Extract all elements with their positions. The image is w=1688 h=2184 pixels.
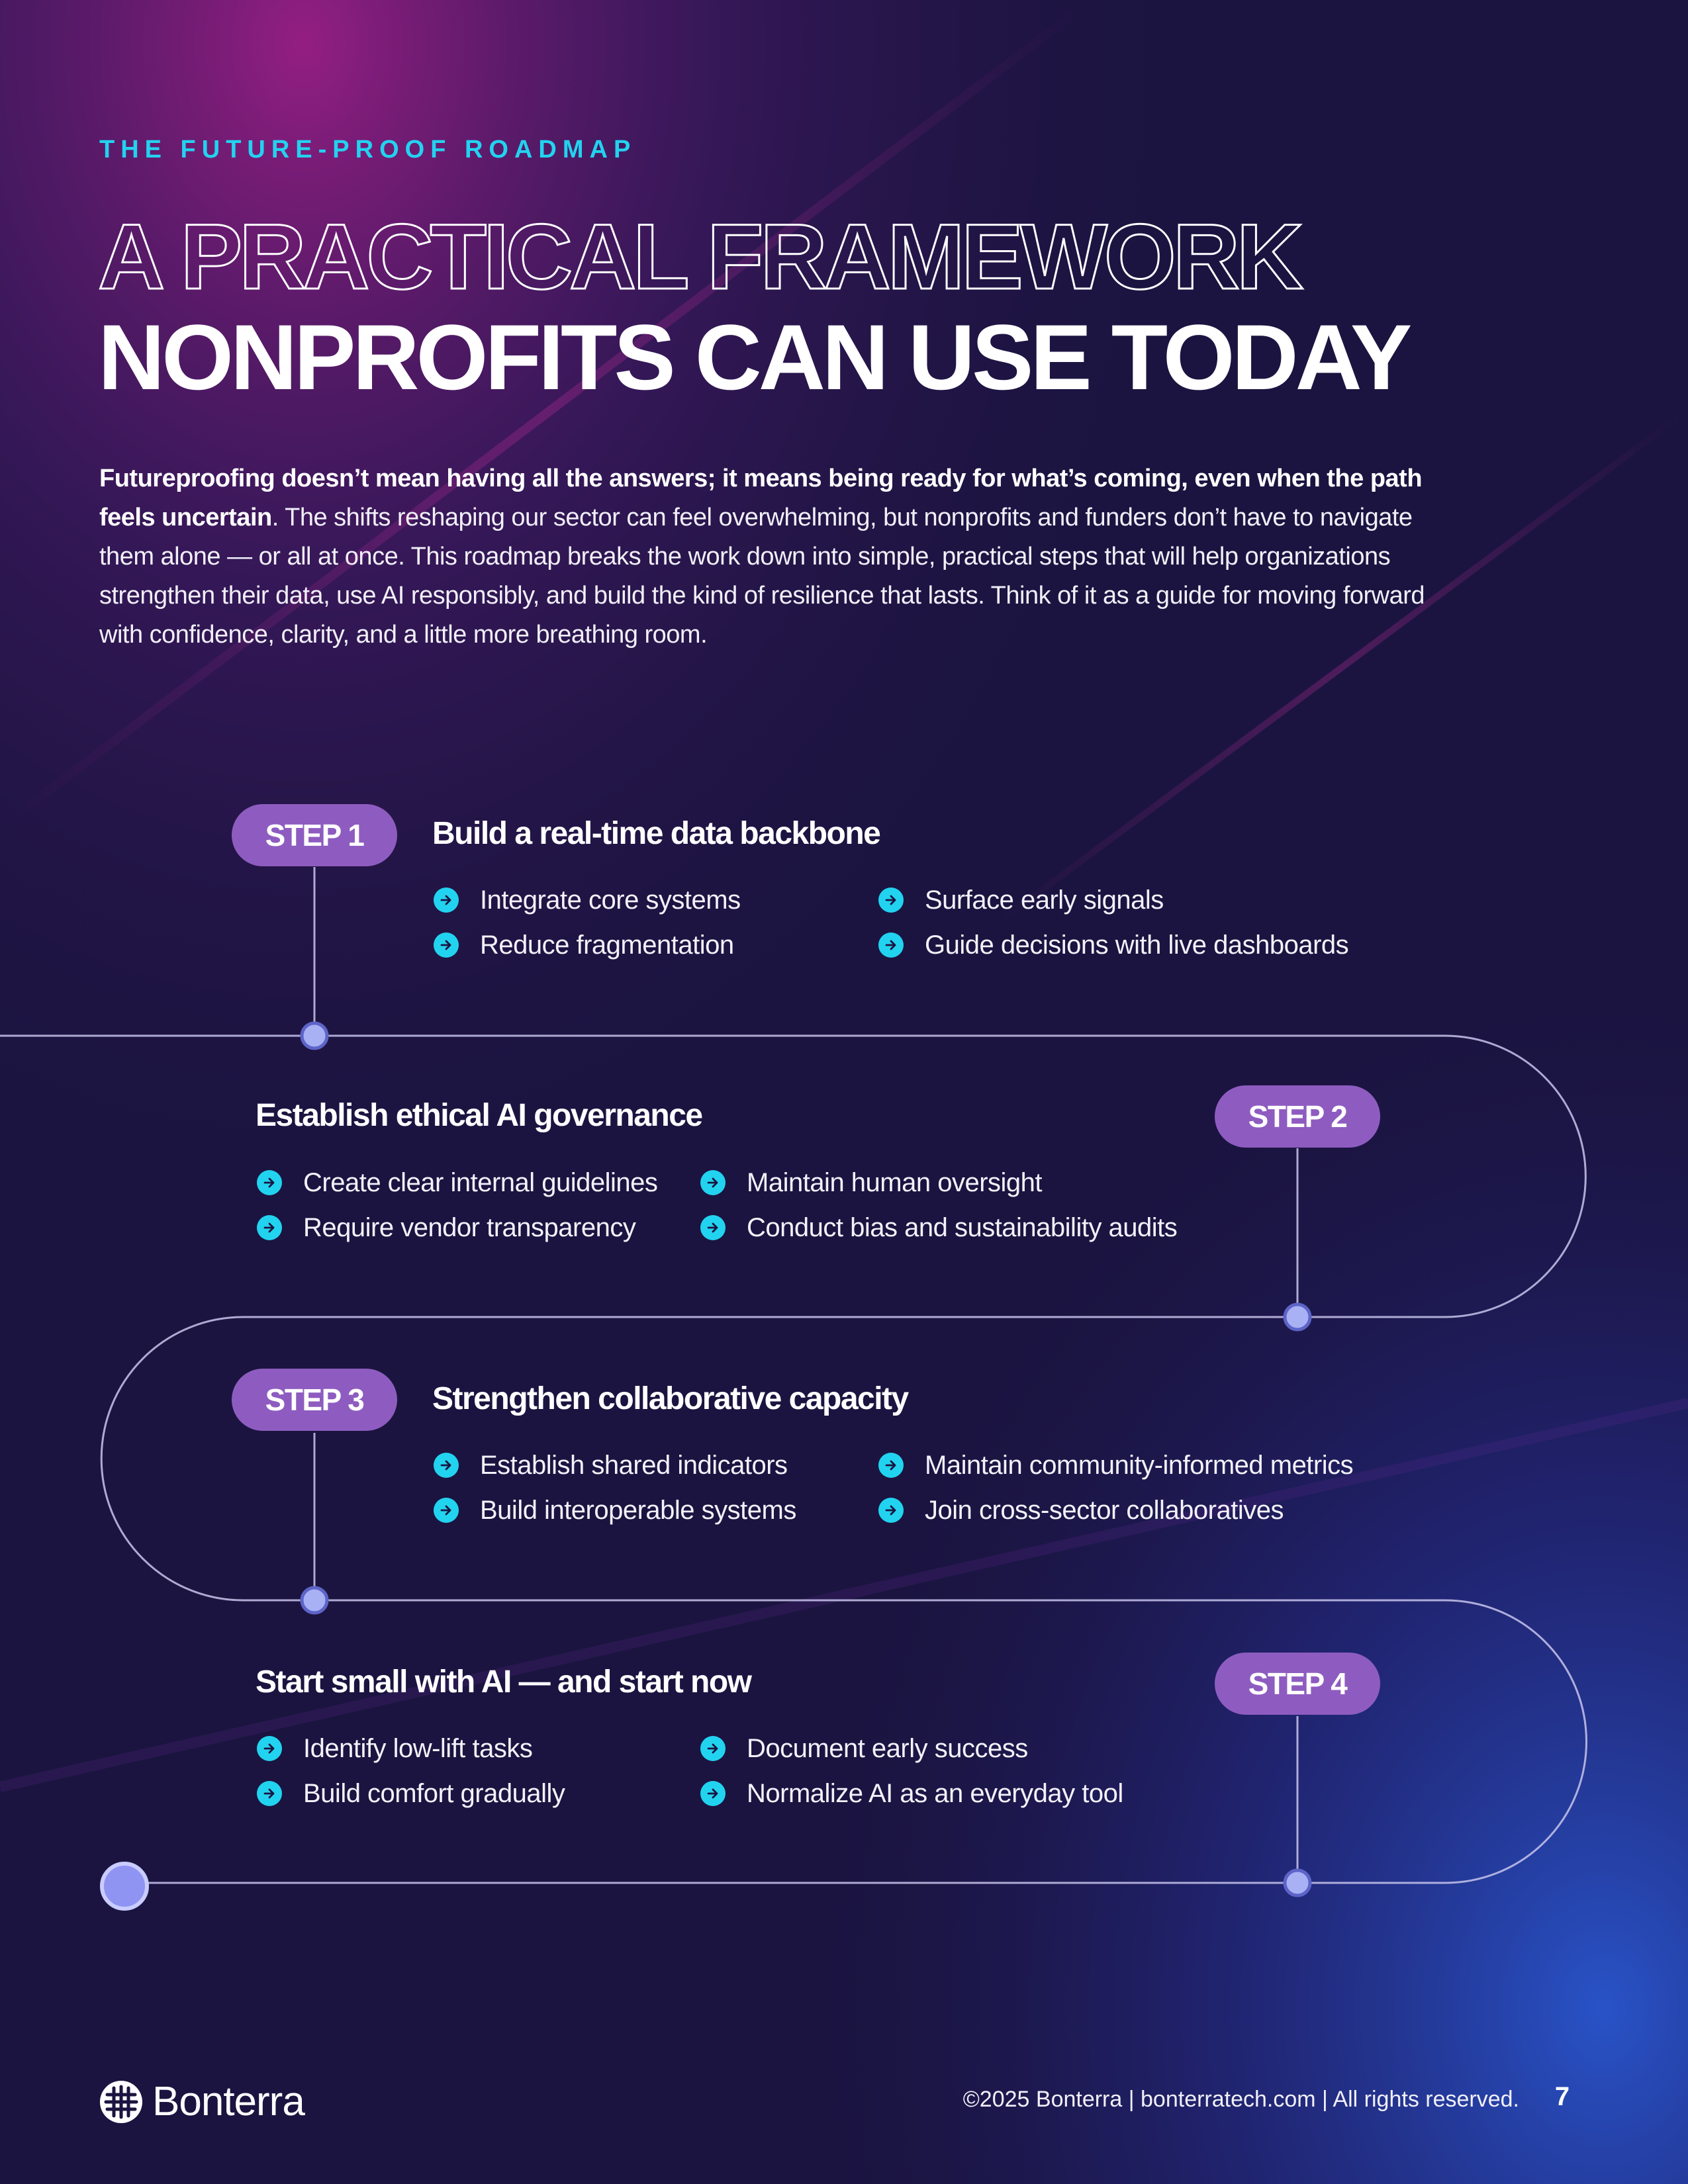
list-item: Maintain human oversight <box>700 1166 1042 1199</box>
arrow-right-circle-icon <box>700 1736 726 1761</box>
list-item: Build interoperable systems <box>434 1494 796 1527</box>
arrow-right-circle-icon <box>257 1215 282 1240</box>
bonterra-logo-icon <box>99 2080 143 2124</box>
list-item: Document early success <box>700 1732 1028 1765</box>
list-item: Surface early signals <box>878 884 1164 917</box>
copyright-text: ©2025 Bonterra | bonterratech.com | All rights reserved. <box>962 2087 1519 2112</box>
list-item: Join cross-sector collaboratives <box>878 1494 1284 1527</box>
list-item: Identify low-lift tasks <box>257 1732 532 1765</box>
arrow-right-circle-icon <box>434 1498 459 1523</box>
list-item: Create clear internal guidelines <box>257 1166 657 1199</box>
list-item: Establish shared indicators <box>434 1449 788 1482</box>
arrow-right-circle-icon <box>700 1215 726 1240</box>
step-4-pill: STEP 4 <box>1215 1653 1380 1715</box>
step-1-title: Build a real-time data backbone <box>432 816 880 851</box>
step-3-pill: STEP 3 <box>232 1369 397 1431</box>
arrow-right-circle-icon <box>434 1453 459 1478</box>
step-4-title: Start small with AI — and start now <box>256 1664 751 1700</box>
list-item: Integrate core systems <box>434 884 741 917</box>
intro-paragraph <box>99 459 1436 655</box>
step-1-pill: STEP 1 <box>232 804 397 866</box>
arrow-right-circle-icon <box>434 887 459 913</box>
arrow-right-circle-icon <box>257 1781 282 1806</box>
brand-name: Bonterra <box>152 2079 305 2124</box>
list-item: Build comfort gradually <box>257 1777 565 1810</box>
page-title-line-1: A PRACTICAL FRAMEWORK <box>98 205 1300 308</box>
arrow-right-circle-icon <box>878 1498 904 1523</box>
list-item: Reduce fragmentation <box>434 929 734 962</box>
section-kicker: THE FUTURE-PROOF ROADMAP <box>99 136 637 163</box>
intro-body: . The shifts reshaping our sector can feel overwhelming, but nonprofits and funders don’t have to navigate them alone — or all at once. This roadmap breaks the work down into simple, practical steps that will help organizations strengthen their data, use AI responsibly, and build the kind of resilience that lasts. Think of it as a guide for moving forward with confidence, clarity, and a little more breathing room. <box>99 504 1425 649</box>
step-2-title: Establish ethical AI governance <box>256 1098 702 1133</box>
list-item: Conduct bias and sustainability audits <box>700 1211 1177 1244</box>
list-item: Guide decisions with live dashboards <box>878 929 1348 962</box>
arrow-right-circle-icon <box>700 1781 726 1806</box>
list-item: Require vendor transparency <box>257 1211 635 1244</box>
page-title-line-2: NONPROFITS CAN USE TODAY <box>98 305 1409 409</box>
page-number: 7 <box>1554 2082 1570 2111</box>
intro-lead: Futureproofing doesn’t mean having all the answers; it means being ready for what’s coming, even when the path feels uncertain <box>99 465 1423 531</box>
arrow-right-circle-icon <box>878 1453 904 1478</box>
arrow-right-circle-icon <box>878 933 904 958</box>
step-3-title: Strengthen collaborative capacity <box>432 1381 908 1416</box>
arrow-right-circle-icon <box>257 1736 282 1761</box>
brand-logo <box>99 2078 305 2125</box>
list-item: Maintain community-informed metrics <box>878 1449 1353 1482</box>
arrow-right-circle-icon <box>257 1170 282 1195</box>
arrow-right-circle-icon <box>878 887 904 913</box>
arrow-right-circle-icon <box>434 933 459 958</box>
arrow-right-circle-icon <box>700 1170 726 1195</box>
step-2-pill: STEP 2 <box>1215 1085 1380 1148</box>
list-item: Normalize AI as an everyday tool <box>700 1777 1123 1810</box>
